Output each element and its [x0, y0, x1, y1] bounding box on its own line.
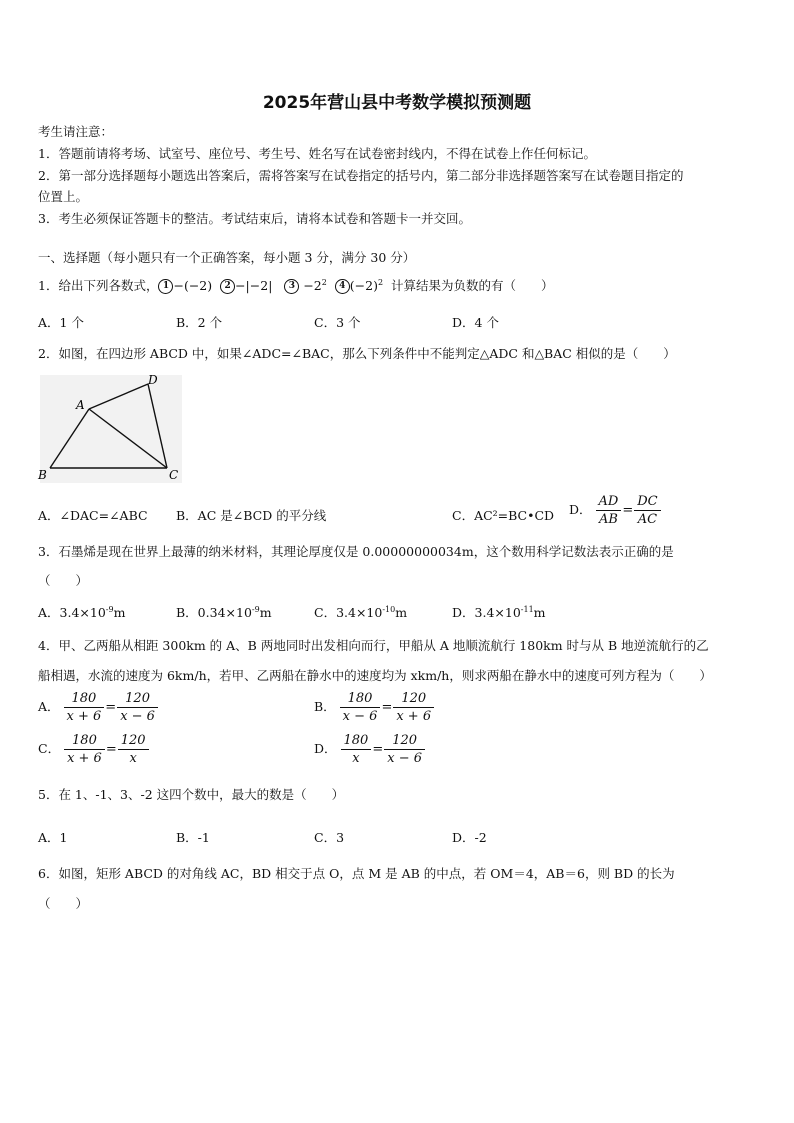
frac-denominator: x + 6: [396, 709, 432, 724]
fraction-right: [393, 690, 434, 725]
frac-denominator: x − 6: [387, 751, 423, 766]
equals-sign: =: [622, 503, 634, 518]
q5-option-c: C．3: [314, 830, 345, 845]
frac-numerator: 180: [64, 690, 105, 708]
q2-option-c: C．AC²=BC•CD: [452, 508, 555, 523]
frac-numerator: 180: [340, 690, 381, 708]
q4-option-a-label: A．: [38, 699, 60, 714]
q1-exp-3: 2: [321, 277, 327, 287]
q4-option-d-label: D．: [314, 741, 337, 756]
q3-option-c: [314, 603, 407, 621]
quadrilateral-figure: [40, 375, 182, 483]
frac-numerator: DC: [634, 493, 660, 511]
frac-numerator: 120: [384, 732, 425, 750]
vertex-label-d: D: [148, 373, 158, 387]
fraction-left: [64, 690, 105, 725]
q3-option-a-base: A．3.4×10: [38, 605, 106, 620]
q3-option-b: [176, 603, 272, 621]
frac-numerator: 180: [341, 732, 372, 750]
q1-option-c: C．3 个: [314, 315, 361, 330]
q5-option-a: A．1: [38, 830, 68, 845]
circled-number-3: 3: [284, 279, 299, 294]
q4-option-b: [314, 690, 434, 725]
q1-prefix: 1．给出下列各数式，: [38, 278, 159, 293]
segment-ba: [50, 409, 89, 468]
q3-option-c-base: C．3.4×10: [314, 605, 383, 620]
question-3-stem: 3．石墨烯是现在世界上最薄的纳米材料，其理论厚度仅是 0.00000000034m，这个数用科学记数法表示正确的是: [38, 544, 674, 559]
q5-option-d: D．-2: [452, 830, 487, 845]
q4-option-c-label: C．: [38, 741, 61, 756]
q1-expr-3: −2: [303, 278, 322, 293]
q1-suffix: 计算结果为负数的有（ ）: [391, 278, 554, 293]
frac-numerator: AD: [596, 493, 622, 511]
frac-numerator: 120: [393, 690, 434, 708]
q4-option-c: [38, 732, 149, 767]
vertex-label-c: C: [169, 468, 179, 482]
fraction-left: [340, 690, 381, 725]
fraction-dc-ac: [634, 493, 660, 528]
q1-option-d: D．4 个: [452, 315, 499, 330]
vertex-label-a: A: [76, 398, 85, 412]
fraction-right: [384, 732, 425, 767]
question-5-stem: 5．在 1、-1、3、-2 这四个数中，最大的数是（ ）: [38, 787, 345, 802]
frac-denominator: x: [129, 751, 137, 766]
question-6-stem: 6．如图，矩形 ABCD 的对角线 AC，BD 相交于点 O，点 M 是 AB 的中点，若 OM＝4，AB＝6，则 BD 的长为: [38, 866, 675, 881]
equals-sign: =: [372, 742, 384, 757]
q3-option-a: [38, 603, 125, 621]
frac-numerator: 180: [64, 732, 105, 750]
q3-option-b-base: B．0.34×10: [176, 605, 252, 620]
q3-option-c-unit: m: [395, 605, 408, 620]
q1-option-a: A．1 个: [38, 315, 84, 330]
frac-numerator: 120: [117, 690, 158, 708]
frac-denominator: AC: [637, 512, 658, 527]
fraction-right: [117, 690, 158, 725]
page-title: 2025年营山县中考数学模拟预测题: [262, 93, 532, 113]
q3-option-a-unit: m: [113, 605, 126, 620]
question-6-paren: （ ）: [38, 896, 89, 911]
equals-sign: =: [381, 700, 393, 715]
circled-number-2: 2: [220, 279, 235, 294]
fraction-left: [64, 732, 105, 767]
q1-expr-4: (−2): [349, 278, 378, 293]
q2-option-a: A．∠DAC=∠ABC: [38, 508, 148, 523]
q3-option-b-unit: m: [259, 605, 272, 620]
q3-option-d: [452, 603, 546, 621]
q3-option-d-unit: m: [533, 605, 546, 620]
quadrilateral-diagram: [40, 375, 182, 483]
equals-sign: =: [105, 742, 117, 757]
circled-number-4: 4: [335, 279, 350, 294]
segment-ad: [89, 384, 148, 409]
q3-option-a-exp: -9: [105, 604, 114, 614]
q1-exp-4: 2: [377, 277, 384, 287]
question-4-line-2: 船相遇，水流的速度为 6km/h，若甲、乙两船在静水中的速度均为 xkm/h，则求两船在静水中的速度可列方程为（ ）: [38, 668, 712, 683]
q2-option-d-label: D．: [569, 502, 592, 517]
q3-option-d-exp: -11: [520, 604, 534, 614]
notice-item-2: 2．第一部分选择题每小题选出答案后，需将答案写在试卷指定的括号内，第二部分非选择题答案写在试卷题目指定的: [38, 168, 684, 183]
q5-option-b: B．-1: [176, 830, 210, 845]
fraction-ad-ab: [596, 493, 622, 528]
question-1-stem: [38, 276, 554, 294]
q3-option-d-base: D．3.4×10: [452, 605, 521, 620]
q4-option-b-label: B．: [314, 699, 336, 714]
notice-item-1: 1．答题前请将考场、试室号、座位号、考生号、姓名写在试卷密封线内，不得在试卷上作任何标记。: [38, 146, 596, 161]
frac-denominator: AB: [598, 512, 618, 527]
fraction-right: [118, 732, 149, 767]
q2-option-d: [569, 493, 661, 528]
frac-denominator: x: [352, 751, 360, 766]
question-3-paren: （ ）: [38, 573, 89, 588]
question-4-line-1: 4．甲、乙两船从相距 300km 的 A、B 两地同时出发相向而行，甲船从 A 地顺流航行 180km 时与从 B 地逆流航行的乙: [38, 638, 709, 653]
equals-sign: =: [105, 700, 117, 715]
circled-number-1: 1: [158, 279, 173, 294]
frac-denominator: x + 6: [67, 751, 102, 766]
q1-option-b: B．2 个: [176, 315, 223, 330]
frac-numerator: 120: [118, 732, 149, 750]
frac-denominator: x − 6: [120, 709, 155, 724]
frac-denominator: x + 6: [66, 709, 102, 724]
fraction-left: [341, 732, 372, 767]
q1-expr-2: −|−2|: [235, 278, 273, 293]
notice-item-2-cont: 位置上。: [38, 189, 89, 204]
q4-option-d: [314, 732, 425, 767]
notice-item-3: 3．考生必须保证答题卡的整洁。考试结束后，请将本试卷和答题卡一并交回。: [38, 211, 471, 226]
q3-option-c-exp: -10: [382, 604, 396, 614]
q3-option-b-exp: -9: [251, 604, 260, 614]
q1-expr-1: −(−2): [173, 278, 213, 293]
q4-option-a: [38, 690, 158, 725]
vertex-label-b: B: [38, 468, 47, 482]
q2-option-b: B．AC 是∠BCD 的平分线: [176, 508, 327, 523]
frac-denominator: x − 6: [342, 709, 378, 724]
section-heading: 一、选择题（每小题只有一个正确答案，每小题 3 分，满分 30 分）: [38, 250, 416, 265]
question-2-stem: 2．如图，在四边形 ABCD 中，如果∠ADC=∠BAC，那么下列条件中不能判定△ADC 和△BAC 相似的是（ ）: [38, 346, 676, 361]
notice-heading: 考生请注意：: [38, 124, 114, 139]
